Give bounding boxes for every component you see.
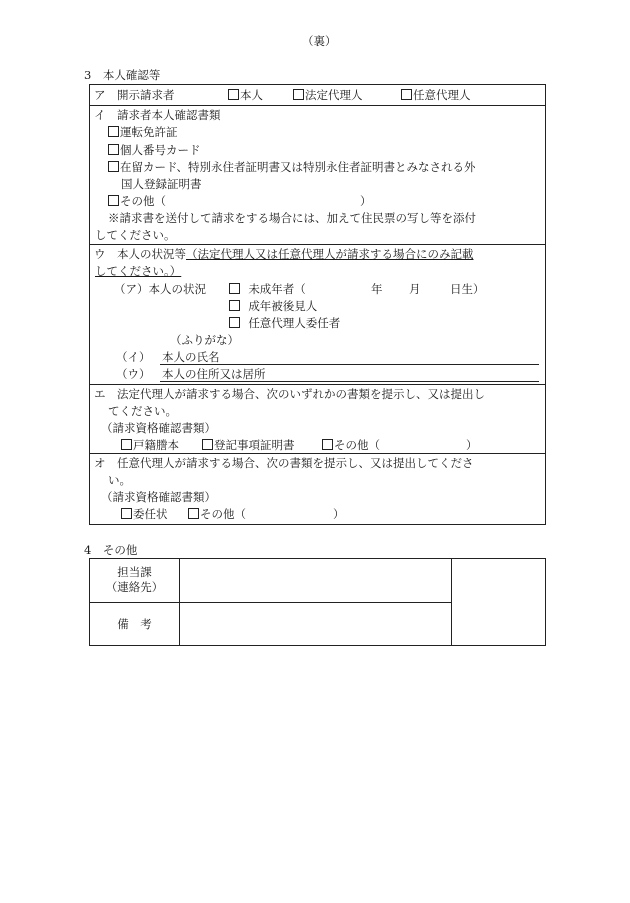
checkbox[interactable] — [229, 283, 240, 294]
checkbox[interactable] — [121, 439, 132, 450]
status-principal[interactable] — [229, 316, 340, 330]
status-principal-label: 任意代理人委任者 — [248, 316, 341, 330]
row-divider — [89, 105, 546, 106]
section4-title: 4 その他 — [84, 543, 138, 557]
heading-condition: （法定代理人又は任意代理人が請求する場合にのみ記載 — [186, 247, 474, 261]
doc-other-close: ） — [360, 194, 372, 208]
birth-year-unit: 年 — [371, 282, 383, 296]
checkbox[interactable] — [293, 89, 304, 100]
doc-other-voluntary[interactable] — [188, 507, 246, 521]
remarks-field[interactable] — [180, 603, 451, 645]
checkbox[interactable] — [108, 144, 119, 155]
status-label: （ア）本人の状況 — [114, 282, 206, 296]
checkbox[interactable] — [228, 89, 239, 100]
doc-label: 委任状 — [133, 507, 168, 521]
checkbox[interactable] — [401, 89, 412, 100]
doc-other-voluntary-close: ） — [333, 507, 345, 521]
checkbox[interactable] — [202, 439, 213, 450]
name-number: （イ） — [116, 350, 151, 364]
row-divider — [89, 384, 546, 385]
dept-field[interactable] — [180, 559, 451, 602]
doc-residence-card-cont: 国人登録証明書 — [121, 177, 202, 191]
option-voluntary-agent-label: 任意代理人 — [413, 88, 471, 102]
voluntary-agent-docs-title: （請求資格確認書類） — [101, 490, 216, 504]
doc-my-number-card[interactable] — [108, 143, 201, 157]
doc-label: その他（ — [200, 507, 246, 521]
stamp-area[interactable] — [452, 559, 545, 645]
doc-power-of-attorney[interactable] — [121, 507, 168, 521]
mail-note-line2: してください。 — [95, 228, 176, 242]
option-legal-agent[interactable] — [293, 88, 363, 102]
birth-day-unit: 日生） — [450, 282, 485, 296]
requester-label: ア 開示請求者 — [94, 88, 175, 102]
doc-residence-card[interactable] — [108, 160, 475, 174]
furigana-label: （ふりがな） — [170, 333, 239, 347]
doc-label: その他（ — [334, 438, 380, 452]
voluntary-agent-instruction-line2: い。 — [108, 473, 131, 487]
row-divider — [89, 453, 546, 454]
checkbox[interactable] — [229, 317, 240, 328]
checkbox[interactable] — [322, 439, 333, 450]
status-minor-label: 未成年者（ — [248, 282, 306, 296]
person-name-label: 本人の氏名 — [162, 350, 220, 364]
heading-condition-cont: してください。） — [95, 264, 182, 278]
legal-agent-instruction-line1: エ 法定代理人が請求する場合、次のいずれかの書類を提示し、又は提出し — [94, 387, 485, 401]
voluntary-agent-instruction-line1: オ 任意代理人が請求する場合、次の書類を提示し、又は提出してくださ — [94, 456, 474, 470]
checkbox[interactable] — [108, 161, 119, 172]
person-name-field[interactable] — [160, 364, 539, 365]
birth-month-unit: 月 — [409, 282, 421, 296]
option-voluntary-agent[interactable] — [401, 88, 471, 102]
option-legal-agent-label: 法定代理人 — [305, 88, 363, 102]
checkbox[interactable] — [108, 195, 119, 206]
person-status-heading — [94, 247, 474, 261]
doc-registry-certificate[interactable] — [202, 438, 295, 452]
checkbox[interactable] — [229, 300, 240, 311]
doc-label: その他（ — [120, 194, 166, 208]
person-address-label: 本人の住所又は居所 — [162, 367, 266, 381]
doc-label: 戸籍謄本 — [133, 438, 179, 452]
doc-drivers-license[interactable] — [108, 125, 178, 139]
section3-title: 3 本人確認等 — [84, 68, 161, 82]
checkbox[interactable] — [121, 508, 132, 519]
mail-note-line1: ※請求書を送付して請求をする場合には、加えて住民票の写し等を添付 — [108, 211, 476, 225]
person-address-field[interactable] — [160, 381, 539, 382]
remarks-label: 備 考 — [117, 617, 152, 631]
legal-agent-docs-title: （請求資格確認書類） — [101, 421, 216, 435]
id-docs-label: イ 請求者本人確認書類 — [94, 108, 221, 122]
option-self-label: 本人 — [240, 88, 263, 102]
status-minor[interactable] — [229, 282, 306, 296]
doc-other-legal[interactable] — [322, 438, 380, 452]
doc-label: 個人番号カード — [120, 143, 201, 157]
dept-contact-label: （連絡先） — [105, 580, 164, 594]
checkbox[interactable] — [108, 126, 119, 137]
heading-prefix: ウ 本人の状況等 — [94, 247, 186, 261]
page-side-marker: （裏） — [302, 34, 337, 48]
status-ward-label: 成年被後見人 — [248, 299, 318, 313]
legal-agent-instruction-line2: てください。 — [108, 404, 177, 418]
doc-label: 運転免許証 — [120, 125, 178, 139]
doc-other[interactable] — [108, 194, 166, 208]
dept-label: 担当課 — [117, 565, 152, 579]
checkbox[interactable] — [188, 508, 199, 519]
address-number: （ウ） — [116, 367, 151, 381]
doc-label: 登記事項証明書 — [214, 438, 295, 452]
doc-family-register[interactable] — [121, 438, 179, 452]
status-ward[interactable] — [229, 299, 317, 313]
doc-other-legal-close: ） — [466, 438, 478, 452]
doc-label: 在留カード、特別永住者証明書又は特別永住者証明書とみなされる外 — [120, 160, 476, 174]
row-divider — [89, 244, 546, 245]
option-self[interactable] — [228, 88, 263, 102]
